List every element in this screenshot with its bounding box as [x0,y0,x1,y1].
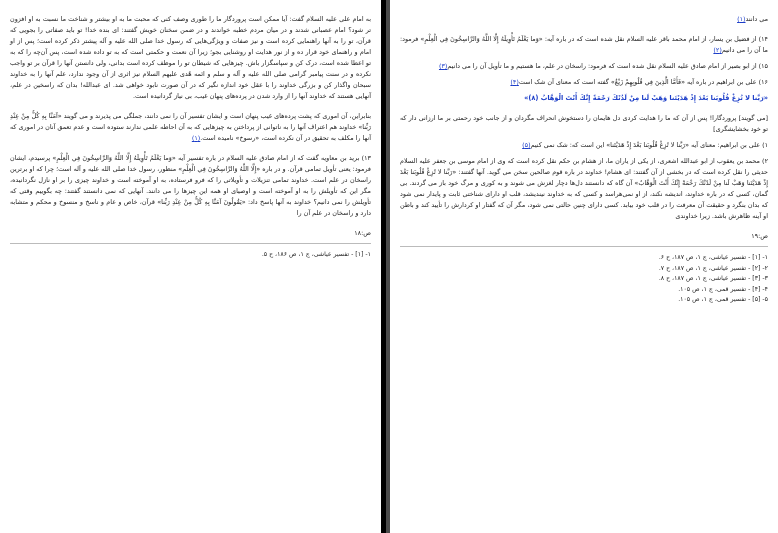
left-paragraph-2 [10,111,371,144]
footnote: ۳- [۳] - تفسیر عیاشی، ج ۱، ص ۱۸۷، ح ۸. [658,275,768,282]
page-number: ص:۱۹ [751,232,768,240]
footnote-ref-link[interactable]: (۱) [737,15,746,23]
hadith-15 [400,61,768,72]
footnote-ref-link[interactable]: (۱) [191,134,201,142]
book-gutter [381,0,390,533]
footnote: ۱- [۱] - تفسیر عیاشی، ج ۱، ص ۱۸۷، ح ۶. [658,254,768,261]
page-19 [390,0,778,533]
left-paragraph-1: به امام علی علیه السلام گفت: آیا ممکن است پروردگار ما را طوری وصف کنی که محبت ما به او بیشتر و شناخت ما نسبت به او افزون تر شود؟ امام عصبانی شدند و در میان مردم خطبه خواندند و در ضمن سخنان خویش گفتند: ای بنده خدا! تو باید صفاتی را بجویی که قرآن، تو را به آنها راهنمایی کرده است و نیز صفات و ویژگی‌هایی که رسول خدا صلی الله علیه و آله پیشتر ذکر کرده است؛ پس از او امام و راهنمای خود قرار ده و از نور هدایت او روشنایی بجو؛ زیرا آن نعمت و حکمتی است که به تو داده شده است، پس آن‌چه را که به تو اعطا شده است، درک کن و سپاسگزار باش. چیزهایی که شیطان تو را موظف کرده است بدانی، ولی دانستن آنها را قرآن بر تو واجب نکرده و در سنت پیامبر گرامی صلی الله علیه و آله و سلم و ائمه هُدی علیهم السلام نیز اثری از آن وجود ندارد، علم آنها را به خداوند سبحان واگذار کن و بزرگی خداوند را با عقل خود اندازه نگیر که در آن صورت نابود خواهی شد. ای عبدالله! بدان که راسخین در علم، آنهایی هستند که خداوند آنها را از وارد شدن در پرده‌های پنهان غیب، بی نیاز گردانیده است. [10,15,371,100]
footnote-ref-link[interactable]: (۵) [522,141,531,149]
footnote: ۴- [۴] - تفسیر قمی، ج ۱، ص ۱۰۵. [678,285,768,293]
right-lead-text: می دانند [745,15,768,23]
footnote: ۲- [۲] - تفسیر عیاشی، ج ۱، ص ۱۸۷، ح ۷. [658,264,768,272]
hadith-16-text: ۱۶) علی بن ابراهیم در باره آیه «فَأَمَّا الَّذِينَ فِي قُلُوبِهِمْ زَيْغٌ» گفته است که معنای آن شک است [518,78,768,86]
verse-translation: [می گویند] پروردگارا! پس از آن که ما را هدایت کردی دل هایمان را دستخوش انحراف مگردان و از جانب خود رحمتی بر ما ارزانی دار که تو خود بخشایشگری] [400,114,768,133]
hadith-14 [400,34,768,56]
hadith-15-text: ۱۵) از ابو بصیر از امام صادق علیه السلام نقل شده است که فرمود: راسخان در علم، ما هستیم و ما تأویل آن را می دانیم [447,62,768,70]
footnote-ref-link[interactable]: (۴) [510,78,519,86]
commentary-2: ۲) محمد بن یعقوب از ابو عبدالله اشعری، از یکی از یاران ما، از هشام بن حکم نقل کرده است که وی از امام موسی بن جعفر علیه السلام حدیثی را نقل کرده است که در بخشی از آن گفتند: ای هشام! خداوند در باره قوم صالحین سخن می گوید. آنها گفتند: «رَبَّنا لا تُزِغْ قُلُوبَنا بَعْدَ إِذْ هَدَيْتَنا وَهَبْ لَنا مِنْ لَدُنْكَ رَحْمَةً إِنَّكَ أَنْتَ الْوَهَّابُ» آن گاه که دانستند دل‌ها دچار لغزش می شوند و به کوری و مرگ خود باز می گردند. بی گمان، کسی که در باره خداوند، اندیشه نکند، از او نمی‌هراسد و کسی که به خداوند نیندیشد، قلب او دارای شناختی ثابت و پایدار نمی شود که بدان بنگرد و حقیقت آن معرفت را در قلب خود بیابد. کسی دارای چنین حالتی نمی شود، مگر آن که گفتار او کردارش را تأیید کند و باطن او آینه ظاهرش باشد. زیرا خداوندی [400,157,768,220]
hadith-14-text: ۱۴) از فضیل بن یسار، از امام محمد باقر علیه السلام نقل شده است که در باره آیه: «وَما يَعْلَمُ تَأْوِيلَهُ إِلَّا اللَّهُ وَالرَّاسِخُونَ فِي الْعِلْمِ» فرمود: ما آن را می دانیم [400,35,768,54]
page-18 [0,0,381,533]
footnote: ۵- [۵] - تفسیر قمی، ج ۱، ص ۱۰۵. [678,296,768,303]
footnote-divider [400,246,768,247]
hadith-16 [400,77,768,88]
right-lead-line [400,14,768,25]
verse-heading: «رَبَّنا لا تُزِغْ قُلُوبَنا بَعْدَ إِذْ هَدَيْتَنا وَهَبْ لَنا مِنْ لَدُنْكَ رَحْمَةً إِنَّكَ أَنْتَ الْوَهَّابُ (۸)» [524,94,768,102]
footnote-ref-link[interactable]: (۳) [438,62,448,70]
commentary-1 [400,140,768,151]
footnote-ref-link[interactable]: (۲) [713,46,722,54]
commentary-1-text: ۱) علی بن ابراهیم: معنای آیه «رَبَّنا لا تُزِغْ قُلُوبَنا بَعْدَ إِذْ هَدَيْتَنا» این است که: شک نمی کنیم [530,141,768,149]
left-paragraph-2-text: بنابراین، آن اموری که پشت پرده‌های غیب پنهان است و ایشان تفسیر آن را نمی دانند، جملگی می پذیرند و می گویند «آمَنَّا بِهِ كُلٌّ مِنْ عِنْدِ رَبِّنا» خداوند هم اعتراف آنها را به ناتوانی از پرداختن به چیزهایی که به آن احاطه علمی ندارند ستوده است و عدم تعمق آنان در اموری که آنها را مکلف به تحقیق در آن نکرده است، «رسوخ» نامیده است. [10,112,371,142]
footnote: ۱- [۱] - تفسیر عیاشی، ج ۱، ص ۱۸۶، ح ۵. [261,251,371,258]
footnote-divider [10,243,371,244]
left-paragraph-3: ۱۳) برید بن معاویه گفت که از امام صادق علیه السلام در باره تفسیر آیه «وَما يَعْلَمُ تَأْوِيلَهُ إِلَّا اللَّهُ وَالرَّاسِخُونَ فِي الْعِلْمِ» پرسیدم، ایشان فرمود: یعنی تأویل تمامی قرآن. و در باره «إِلَّا اللَّهُ وَالرَّاسِخُونَ فِي الْعِلْمِ» منظور، رسول خدا صلی الله علیه و آله است؛ چرا که او برترین راسخان در علم است. خداوند تمامی تنزیلات و تأویلاتی را که فرو فرستاده، به او آموخته است و خداوند چیزی را بر او نازل نگردانیده، مگر این که تأویلش را به او آموخته است و اوصیای او همه این چیزها را می دانند. آنهایی که نمی دانستند گفتند: چه بگوییم وقتی که تأویلش را نمی دانیم؟ خداوند به آنها پاسخ داد: «يَقُولُونَ آمَنَّا بِهِ كُلٌّ مِنْ عِنْدِ رَبِّنا» قرآن، خاص و عام و ناسخ و منسوخ و محکم و متشابه دارد و راسخان در علم آن را [10,154,371,217]
page-number: ص:۱۸ [354,229,371,237]
